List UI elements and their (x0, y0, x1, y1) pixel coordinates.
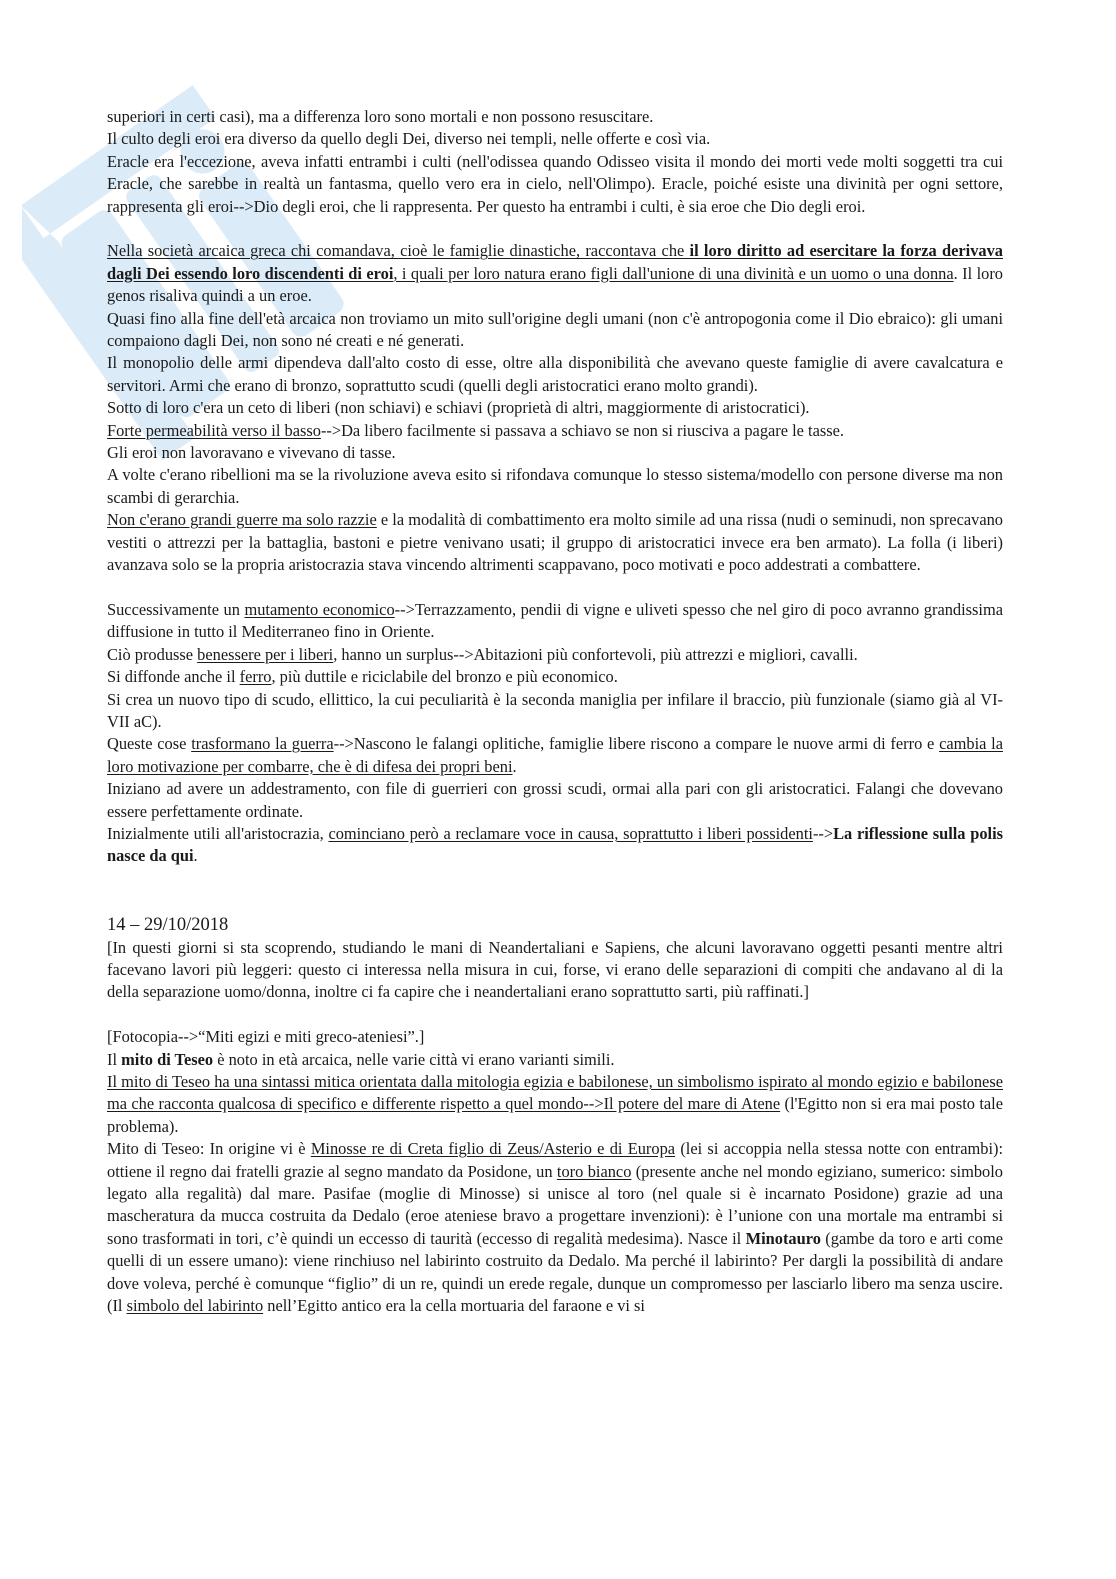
paragraph: Iniziano ad avere un addestramento, con file di guerrieri con grossi scudi, ormai alla pari con gli aristocratici. Falangi che dovevano essere perfettamente ordinate. (107, 779, 1003, 821)
paragraph: Gli eroi non lavoravano e vivevano di tasse. (107, 443, 396, 463)
paragraph: Sotto di loro c'era un ceto di liberi (non schiavi) e schiavi (proprietà di altri, maggiormente di aristocratici). (107, 398, 810, 418)
paragraph: superiori in certi casi), ma a differenza loro sono mortali e non possono resuscitare. (107, 107, 654, 126)
paragraph: Mito di Teseo: In origine vi è Minosse re di Creta figlio di Zeus/Asterio e di Europa (lei si accoppia nella stessa notte con entrambi): ottiene il regno dai fratelli grazie al segno mandato da Posidone, un toro bianco (presente anche nel mondo egiziano, sumerico: simbolo legato alla regalità) dal mare. Pasifae (moglie di Minosse) si unisce al toro (nel quale si è incarnato Posidone) grazie ad una mascheratura da mucca costruita da Dedalo (eroe ateniese bravo a progettare invenzioni): è l’unione con una mortale ma entrambi si sono trasformati in tori, c’è quindi un eccesso di taurità (eccesso di regalità medesima). Nasce il Minotauro (gambe da toro e arti come quelli di un essere umano): viene rinchiuso nel labirinto costruito da Dedalo. Ma perché il labirinto? Per dargli la possibilità di andare dove voleva, perché è comunque “figlio” di un re, quindi un erede regale, dunque un compromesso per lasciarlo libero ma senza uscire. (Il simbolo del labirinto nell’Egitto antico era la cella mortuaria del faraone e vi si (107, 1139, 1004, 1316)
section-heading: 14 – 29/10/2018 (107, 914, 229, 935)
paragraph: [Fotocopia-->“Miti egizi e miti greco-ateniesi”.] (107, 1027, 425, 1047)
paragraph: Eracle era l'eccezione, aveva infatti entrambi i culti (nell'odissea quando Odisseo visita il mondo dei morti vede molti soggetti tra cui Eracle, che sarebbe in realtà un fantasma, quello vero era in cielo, nell'Olimpo). Eracle, poiché esiste una divinità per ogni settore, rappresenta gli eroi-->Dio degli eroi, che li rappresenta. Per questo ha entrambi i culti, è sia eroe che Dio degli eroi. (107, 151, 1003, 216)
paragraph: Il culto degli eroi era diverso da quello degli Dei, diverso nei templi, nelle offerte e così via. (107, 129, 711, 149)
paragraph: Quasi fino alla fine dell'età arcaica non troviamo un mito sull'origine degli umani (non c'è antropogonia come il Dio ebraico): gli umani compaiono dagli Dei, non sono né creati e né generati. (107, 308, 1003, 351)
paragraph: [In questi giorni si sta scoprendo, studiando le mani di Neandertaliani e Sapiens, che alcuni lavoravano oggetti pesanti mentre altri facevano lavori più leggeri: questo ci interessa nella misura in cui, forse, vi erano delle separazioni di compiti che andavano al di la della separazione uomo/donna, inoltre ci fa capire che i neandertaliani erano soprattutto sarti, più raffinati.] (107, 937, 1003, 1002)
paragraph: Successivamente un mutamento economico-->Terrazzamento, pendii di vigne e uliveti spesso che nel giro di poco avranno grandissima diffusione in tutto il Mediterraneo fino in Oriente. (107, 599, 1003, 642)
paragraph: Il mito di Teseo ha una sintassi mitica orientata dalla mitologia egizia e babilonese, un simbolismo ispirato al mondo egizio e babilonese ma che racconta qualcosa di specifico e differente rispetto a quel mondo-->Il potere del mare di Atene (l'Egitto non si era mai posto tale problema). (107, 1072, 1003, 1136)
paragraph: Si crea un nuovo tipo di scudo, ellittico, la cui peculiarità è la seconda maniglia per infilare il braccio, più funzionale (siamo già al VI-VII aC). (107, 689, 1003, 731)
document-body (107, 106, 1003, 1317)
paragraph: Ciò produsse benessere per i liberi, hanno un surplus-->Abitazioni più confortevoli, più attrezzi e migliori, cavalli. (107, 644, 858, 664)
paragraph: Forte permeabilità verso il basso-->Da libero facilmente si passava a schiavo se non si riusciva a pagare le tasse. (107, 420, 845, 440)
paragraph: Non c'erano grandi guerre ma solo razzie e la modalità di combattimento era molto simile ad una rissa (nudi o seminudi, non sprecavano vestiti o attrezzi per la battaglia, bastoni e pietre venivano usati; il gruppo di aristocratici invece era ben armato). La folla (i liberi) avanzava solo se la propria aristocrazia stava vincendo altrimenti scappavano, poco motivati e poco addestrati a combattere. (107, 510, 1003, 575)
paragraph: Si diffonde anche il ferro, più duttile e riciclabile del bronzo e più economico. (107, 667, 618, 687)
paragraph: Il monopolio delle armi dipendeva dall'alto costo di esse, oltre alla disponibilità che avevano queste famiglie di avere cavalcatura e servitori. Armi che erano di bronzo, soprattutto scudi (quelli degli aristocratici erano molto grandi). (107, 353, 1003, 395)
paragraph: Queste cose trasformano la guerra-->Nascono le falangi oplitiche, famiglie libere riscono a compare le nuove armi di ferro e cambia la loro motivazione per combarre, che è di difesa dei propri beni. (107, 734, 1003, 776)
paragraph: Inizialmente utili all'aristocrazia, cominciano però a reclamare voce in causa, soprattutto i liberi possidenti-->La riflessione sulla polis nasce da qui. (107, 823, 1004, 866)
paragraph: Nella società arcaica greca chi comandava, cioè le famiglie dinastiche, raccontava che il loro diritto ad esercitare la forza derivava dagli Dei essendo loro discendenti di eroi, i quali per loro natura erano figli dall'unione di una divinità e un uomo o una donna. Il loro genos risaliva quindi a un eroe. (107, 241, 1003, 306)
paragraph: A volte c'erano ribellioni ma se la rivoluzione aveva esito si rifondava comunque lo stesso sistema/modello con persone diverse ma non scambi di gerarchia. (107, 465, 1003, 507)
paragraph: Il mito di Teseo è noto in età arcaica, nelle varie città vi erano varianti simili. (107, 1049, 615, 1069)
